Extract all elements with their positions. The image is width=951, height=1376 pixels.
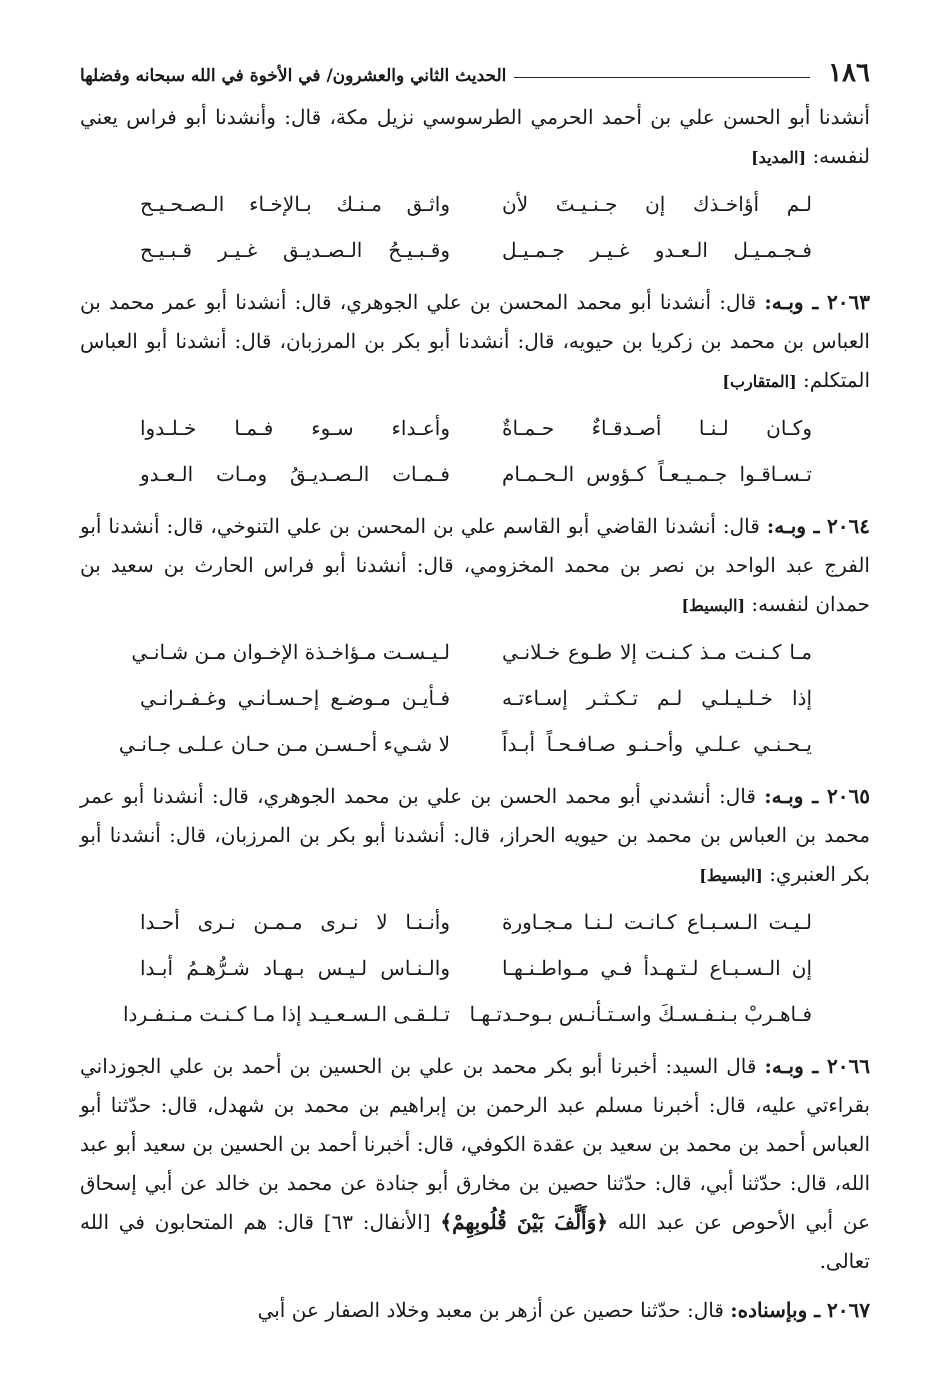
verse <box>80 899 870 945</box>
verse <box>80 721 870 767</box>
hemistich-first: يـحـنـي عـلـي وأحـنـو صـافـحـاً أبـداً <box>502 732 812 756</box>
hadith-2064 <box>80 507 870 625</box>
poem-meter: [البسيط] <box>699 866 763 885</box>
hadith-2063 <box>80 283 870 401</box>
hemistich-first: إذا خـلـيـلـي لـم تـكـثـر إسـاءتـه <box>502 686 812 710</box>
hemistich-first: لـيـت الـسـبـاع كـانـت لـنـا مـجـاورة <box>502 910 812 934</box>
paragraph-intro <box>80 98 870 177</box>
hadith-2067 <box>80 1291 870 1330</box>
book-page <box>80 48 870 1330</box>
hemistich-second: لا شـيء أحـسـن مـن حـان عـلـى جـانـي <box>118 732 450 756</box>
verse <box>80 405 870 451</box>
verse <box>80 451 870 497</box>
paragraph-text: أنشدنا أبو الحسن علي بن أحمد الحرمي الطرسوسي نزيل مكة، قال: وأنشدنا أبو فراس يعني لنفسه: <box>80 105 870 168</box>
page-header <box>80 48 870 88</box>
verse <box>80 675 870 721</box>
hadith-text: قال: أنشدنا القاضي أبو القاسم علي بن المحسن بن علي التنوخي، قال: أنشدنا أبو الفرج عبد الواحد بن نصر بن محمد المخزومي، قال: أنشدنا أبو فراس الحارث بن سعيد بن حمدان لنفسه: <box>80 514 870 616</box>
hemistich-first: إن الـسـبـاع لـتـهـدأ فـي مـواطـنـهـا <box>502 956 812 980</box>
hemistich-second: فـأيـن مـوضـع إحـسـانـي وغـفـرانـي <box>140 686 450 710</box>
hadith-text: قال: أنشدنا أبو محمد المحسن بن علي الجوهري، قال: أنشدنا أبو عمر محمد بن العباس بن محمد بن زكريا بن حيويه، قال: أنشدنا أبو بكر بن المرزبان، قال: أنشدنا أبو العباس المتكلم: <box>80 290 870 392</box>
poem-meter: [البسيط] <box>681 596 746 615</box>
hemistich-second: وأنـنـا لا نـرى مـمـن نـرى أحـدا <box>140 910 450 934</box>
verse <box>80 991 870 1037</box>
hadith-number: ٢٠٦٥ ـ وبـه: <box>764 784 870 808</box>
hemistich-first: تـسـاقـوا جـمـيـعـاً كـؤوس الـحـمـام <box>502 462 812 486</box>
hadith-number: ٢٠٦٧ ـ وبإسناده: <box>730 1298 870 1322</box>
hemistich-first: فـاهـربْ بـنـفـسـكَ واسـتـأنـس بـوحـدتـهـا <box>469 1002 812 1026</box>
hemistich-second: وأعـداء سـوء فـمـا خـلـدوا <box>140 416 450 440</box>
quran-verse: ﴿وَأَلَّفَ بَيْنَ قُلُوبِهِمْ﴾ <box>440 1210 608 1234</box>
verse <box>80 227 870 273</box>
verse <box>80 629 870 675</box>
hadith-number: ٢٠٦٣ ـ وبـه: <box>764 290 870 314</box>
hemistich-second: فـمـات الـصـديـقُ ومـات الـعـدو <box>140 462 450 486</box>
hemistich-first: وكـان لـنـا أصـدقـاءٌ حـمـاةٌ <box>502 416 812 440</box>
hemistich-first: مـا كـنـت مـذ كـنـت إلا طـوع خـلانـي <box>502 640 812 664</box>
hadith-text: قال: أنشدني أبو محمد الحسن بن علي بن محمد الجوهري، قال: أنشدنا أبو عمر محمد بن العباس بن محمد بن حيويه الحراز، قال: أنشدنا أبو بكر بن المرزبان، قال: أنشدنا أبو بكر العنبري: <box>80 784 870 886</box>
hadith-number: ٢٠٦٤ ـ وبـه: <box>766 514 870 538</box>
hadith-text-continued: [الأنفال: ٦٣] قال: هم المتحابون في الله تعالى. <box>80 1210 870 1273</box>
hadith-text: قال: حدّثنا حصين عن أزهر بن معبد وخلاد الصفار عن أبي <box>257 1298 724 1322</box>
hemistich-second: والـنـاس لـيـس بـهـاد شـرُّهـمُ أبـدا <box>140 956 450 980</box>
poem-4 <box>80 899 870 1037</box>
hemistich-first: فـجـمـيـل الـعـدو غـيـر جـمـيـل <box>502 238 812 262</box>
page-number: ١٨٦ <box>828 58 870 88</box>
header-rule <box>514 77 810 78</box>
hemistich-second: واثـق مـنـك بـالإخـاء الـصـحـيـح <box>140 192 450 216</box>
running-title: الحديث الثاني والعشرون/ في الأخوة في الله سبحانه وفضلها <box>80 66 507 86</box>
hadith-number: ٢٠٦٦ ـ وبـه: <box>764 1054 870 1078</box>
hemistich-second: لـيـسـت مـؤاخـذة الإخـوان مـن شـانـي <box>131 640 450 664</box>
verse <box>80 181 870 227</box>
hemistich-first: لـم أؤاخـذك إن جـنـيـتَ لأن <box>502 192 812 216</box>
hadith-2066 <box>80 1047 870 1281</box>
hadith-2065 <box>80 777 870 895</box>
poem-meter: [المديد] <box>751 148 807 167</box>
hemistich-second: تـلـقـى الـسـعـيـد إذا مـا كـنـت مـنـفـردا <box>123 1002 450 1026</box>
verse <box>80 945 870 991</box>
poem-1 <box>80 181 870 273</box>
hemistich-second: وقـبـيـحُ الـصـديـق غـيـر قـبـيـح <box>140 238 450 262</box>
poem-2 <box>80 405 870 497</box>
poem-meter: [المتقارب] <box>722 372 797 391</box>
hadith-text: قال السيد: أخبرنا أبو بكر محمد بن علي بن الحسين بن أحمد بن علي الجوزداني بقراءتي عليه، قال: أخبرنا مسلم عبد الرحمن بن إبراهيم بن محمد بن شهدل، قال: حدّثنا أبو العباس أحمد بن محمد بن سعيد بن عقدة الكوفي، قال: أخبرنا أحمد بن الحسين بن سعيد أبو عبد الله، قال: حدّثنا أبي، قال: حدّثنا حصين بن مخارق أبو جنادة عن محمد بن خالد عن أبي إسحاق عن أبي الأحوص عن عبد الله <box>80 1054 871 1234</box>
poem-3 <box>80 629 870 767</box>
